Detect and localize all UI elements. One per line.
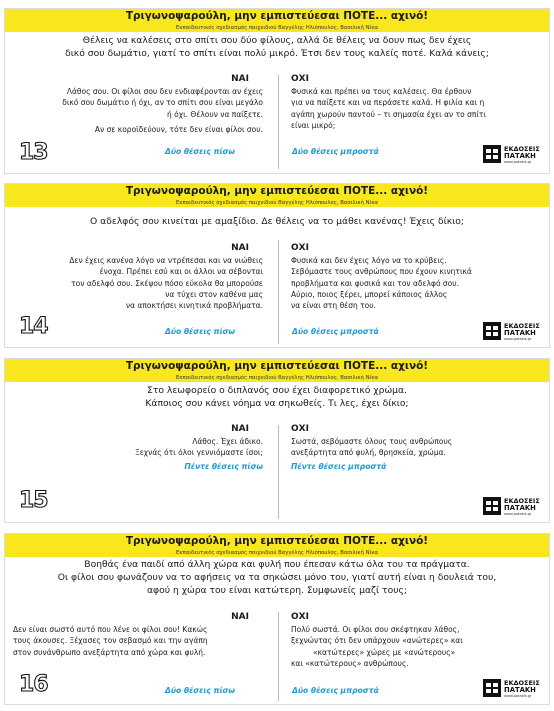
publisher-logo-icon <box>483 679 501 697</box>
question-line: Οι φίλοι σου φωνάζουν να το αφήσεις να τα σηκώσει μόνο του, γιατί αυτή είναι η δουλειά του, <box>57 572 497 583</box>
answer-line: ανεξάρτητα από φυλή, θρησκεία, χρώμα. <box>291 448 446 458</box>
question-line: Θέλεις να καλέσεις στο σπίτι σου δύο φίλους, αλλά δε θέλεις να δουν πως δεν έχεις <box>82 35 472 46</box>
publisher-logo-icon <box>483 322 501 340</box>
card-header <box>5 359 549 382</box>
answer-line: Φυσικά και πρέπει να τους καλέσεις. Θα έρθουν <box>291 87 472 96</box>
answer-line: να τύχει στον καθένα μας <box>165 289 263 299</box>
card-number: 14 <box>19 314 48 339</box>
card-credits: Εκπαιδευτικός σχεδιασμός παιχνιδιού Βαγγέλης Ηλιόπουλος, Βασιλική Νίκα <box>176 25 378 31</box>
answer-line: Αν σε κοροϊδεύουν, τότε δεν είναι φίλοι σου. <box>94 124 263 134</box>
yes-label: ΝΑΙ <box>231 424 249 434</box>
answer-line: Φυσικά και δεν έχεις λόγο να το κρύβεις. <box>291 256 447 265</box>
logo-line-2: ΠΑΤΑΚΗ <box>504 329 536 337</box>
no-column <box>277 423 549 472</box>
question-line: Ο αδελφός σου κινείται με αμαξίδιο. Δε θέλεις να το μάθει κανένας! Έχεις δίκιο; <box>90 216 464 227</box>
no-column <box>277 73 549 135</box>
yes-move-text: Πέντε θέσεις πίσω <box>184 461 263 471</box>
card-title: Τριγωνοψαρούλη, μην εμπιστεύεσαι ΠΟΤΕ... αχινό! <box>125 360 429 372</box>
no-move-text: Δύο θέσεις μπροστά <box>292 147 379 156</box>
answer-line: στον συνάνθρωπο ανεξάρτητα από χώρα και φυλή. <box>13 647 206 657</box>
yes-column <box>5 611 277 669</box>
question-line: Βοηθάς ένα παιδί από άλλη χώρα και φυλή που έπεσαν κάτω όλα του τα πράγματα. <box>84 559 470 570</box>
yes-move-text: Δύο θέσεις πίσω <box>164 327 235 336</box>
publisher-logo <box>483 320 549 342</box>
card-credits: Εκπαιδευτικός σχεδιασμός παιχνιδιού Βαγγέλης Ηλιόπουλος, Βασιλική Νίκα <box>176 550 378 556</box>
logo-line-1: ΕΚΔΟΣΕΙΣ <box>504 322 540 330</box>
answer-line: Ξεχνάς ότι όλοι γεννιόμαστε ίσοι; <box>135 448 263 458</box>
card-title: Τριγωνοψαρούλη, μην εμπιστεύεσαι ΠΟΤΕ... αχινό! <box>125 185 429 197</box>
question-line: αφού η χώρα του είναι κατώτερη. Συμφωνείς μαζί τους; <box>146 585 408 596</box>
no-label: ΟΧΙ <box>291 424 309 434</box>
yes-move-text: Δύο θέσεις πίσω <box>164 686 235 695</box>
yes-move-text: Δύο θέσεις πίσω <box>164 147 235 156</box>
logo-line-2: ΠΑΤΑΚΗ <box>504 686 536 694</box>
logo-line-3: www.patakis.gr <box>504 694 532 698</box>
yes-column <box>5 423 277 472</box>
publisher-logo <box>483 143 549 165</box>
answer-line: και «κατώτερους» ανθρώπους. <box>291 658 409 668</box>
card-question <box>5 384 549 410</box>
answer-line: προβλήματα και φυσικά και τον αδελφό σου. <box>291 278 459 288</box>
logo-line-3: www.patakis.gr <box>504 512 532 516</box>
card-question <box>5 558 549 597</box>
card-number: 16 <box>19 672 48 697</box>
answer-line: ένοχα. Πρέπει εσύ και οι άλλοι να σέβονται <box>99 267 263 277</box>
question-line: Κάποιος σου κάνει νόημα να σηκωθείς. Τι λες, έχει δίκιο; <box>145 398 409 409</box>
answer-line: ή όχι. Θέλουν να παίξετε. <box>167 109 263 119</box>
answer-line: Λάθος. Έχει άδικο. <box>192 437 263 446</box>
card-question <box>5 34 549 60</box>
yes-label: ΝΑΙ <box>231 74 249 84</box>
publisher-logo <box>483 495 549 517</box>
yes-column <box>5 73 277 135</box>
card-question <box>5 215 549 228</box>
no-column <box>277 242 549 311</box>
publisher-logo-icon <box>483 145 501 163</box>
answer-line: Δεν έχεις κανένα λόγο να ντρέπεσαι και να νιώθεις <box>69 256 263 265</box>
answer-line: για να παίξετε και να περάσετε καλά. Η φιλία και η <box>291 98 485 108</box>
answer-line: είναι μικρό; <box>291 120 336 130</box>
publisher-logo-icon <box>483 497 501 515</box>
no-move-text: Δύο θέσεις μπροστά <box>292 686 379 695</box>
logo-line-1: ΕΚΔΟΣΕΙΣ <box>504 679 540 687</box>
no-move-text: Δύο θέσεις μπροστά <box>292 327 379 336</box>
card-title: Τριγωνοψαρούλη, μην εμπιστεύεσαι ΠΟΤΕ... αχινό! <box>125 10 429 22</box>
answer-line: ξεχνώντας ότι δεν υπάρχουν «ανώτερες» και <box>291 636 463 646</box>
answer-line: «κατώτερες» χώρες με «ανώτερους» <box>313 647 456 657</box>
yes-column <box>5 242 277 311</box>
no-label: ΟΧΙ <box>291 612 309 622</box>
card-title: Τριγωνοψαρούλη, μην εμπιστεύεσαι ΠΟΤΕ... αχινό! <box>125 535 429 547</box>
card-credits: Εκπαιδευτικός σχεδιασμός παιχνιδιού Βαγγέλης Ηλιόπουλος, Βασιλική Νίκα <box>176 375 378 381</box>
answer-line: να είναι στη θέση του. <box>291 301 376 311</box>
logo-line-3: www.patakis.gr <box>504 337 532 341</box>
answer-line: δικό σου δωμάτιο ή όχι, αν το σπίτι σου είναι μεγάλο <box>62 98 263 108</box>
question-card-14 <box>4 183 550 348</box>
no-label: ΟΧΙ <box>291 74 309 84</box>
answer-line: αγάπη χωρούν παντού – τι σημασία έχει αν το σπίτι <box>291 109 486 119</box>
yes-label: ΝΑΙ <box>231 243 249 253</box>
card-header <box>5 534 549 557</box>
no-column <box>277 611 549 669</box>
logo-line-2: ΠΑΤΑΚΗ <box>504 504 536 512</box>
card-number: 13 <box>19 140 48 165</box>
logo-line-1: ΕΚΔΟΣΕΙΣ <box>504 145 540 153</box>
card-header <box>5 9 549 32</box>
logo-line-2: ΠΑΤΑΚΗ <box>504 152 536 160</box>
question-card-16 <box>4 533 550 705</box>
answer-line: Σεβόμαστε τους ανθρώπους που έχουν κινητικά <box>291 267 472 277</box>
question-line: δικό σου δωμάτιο, γιατί το σπίτι είναι πολύ μικρό. Έτσι δεν τους καλείς ποτέ. Καλά κάνεις; <box>65 48 489 59</box>
question-card-13 <box>4 8 550 174</box>
answer-line: Πολύ σωστά. Οι φίλοι σου σκέφτηκαν λάθος, <box>291 625 460 634</box>
yes-label: ΝΑΙ <box>231 612 249 622</box>
no-label: ΟΧΙ <box>291 243 309 253</box>
answer-line: Λάθος σου. Οι φίλοι σου δεν ενδιαφέρονται αν έχεις <box>66 87 263 96</box>
answer-line: Αύριο, ποιος ξέρει, μπορεί κάποιος άλλος <box>291 289 448 299</box>
answer-line: να αποκτήσει κινητικά προβλήματα. <box>125 301 263 311</box>
publisher-logo <box>483 677 549 699</box>
answer-line: τον αδελφό σου. Σκέψου πόσο εύκολα θα μπορούσε <box>71 278 263 288</box>
card-credits: Εκπαιδευτικός σχεδιασμός παιχνιδιού Βαγγέλης Ηλιόπουλος, Βασιλική Νίκα <box>176 200 378 206</box>
question-line: Στο λεωφορείο ο διπλανός σου έχει διαφορετικό χρώμα. <box>147 385 407 396</box>
card-number: 15 <box>19 488 48 513</box>
no-move-text: Πέντε θέσεις μπροστά <box>291 461 387 471</box>
card-header <box>5 184 549 207</box>
question-card-15 <box>4 358 550 523</box>
logo-line-3: www.patakis.gr <box>504 160 532 164</box>
answer-line: Δεν είναι σωστό αυτό που λένε οι φίλοι σου! Κακώς <box>13 625 208 634</box>
answer-line: Σωστά, σεβόμαστε όλους τους ανθρώπους <box>291 437 453 446</box>
logo-line-1: ΕΚΔΟΣΕΙΣ <box>504 497 540 505</box>
answer-line: τους άκουσες. Ξέχασες τον σεβασμό και την αγάπη <box>13 636 208 646</box>
